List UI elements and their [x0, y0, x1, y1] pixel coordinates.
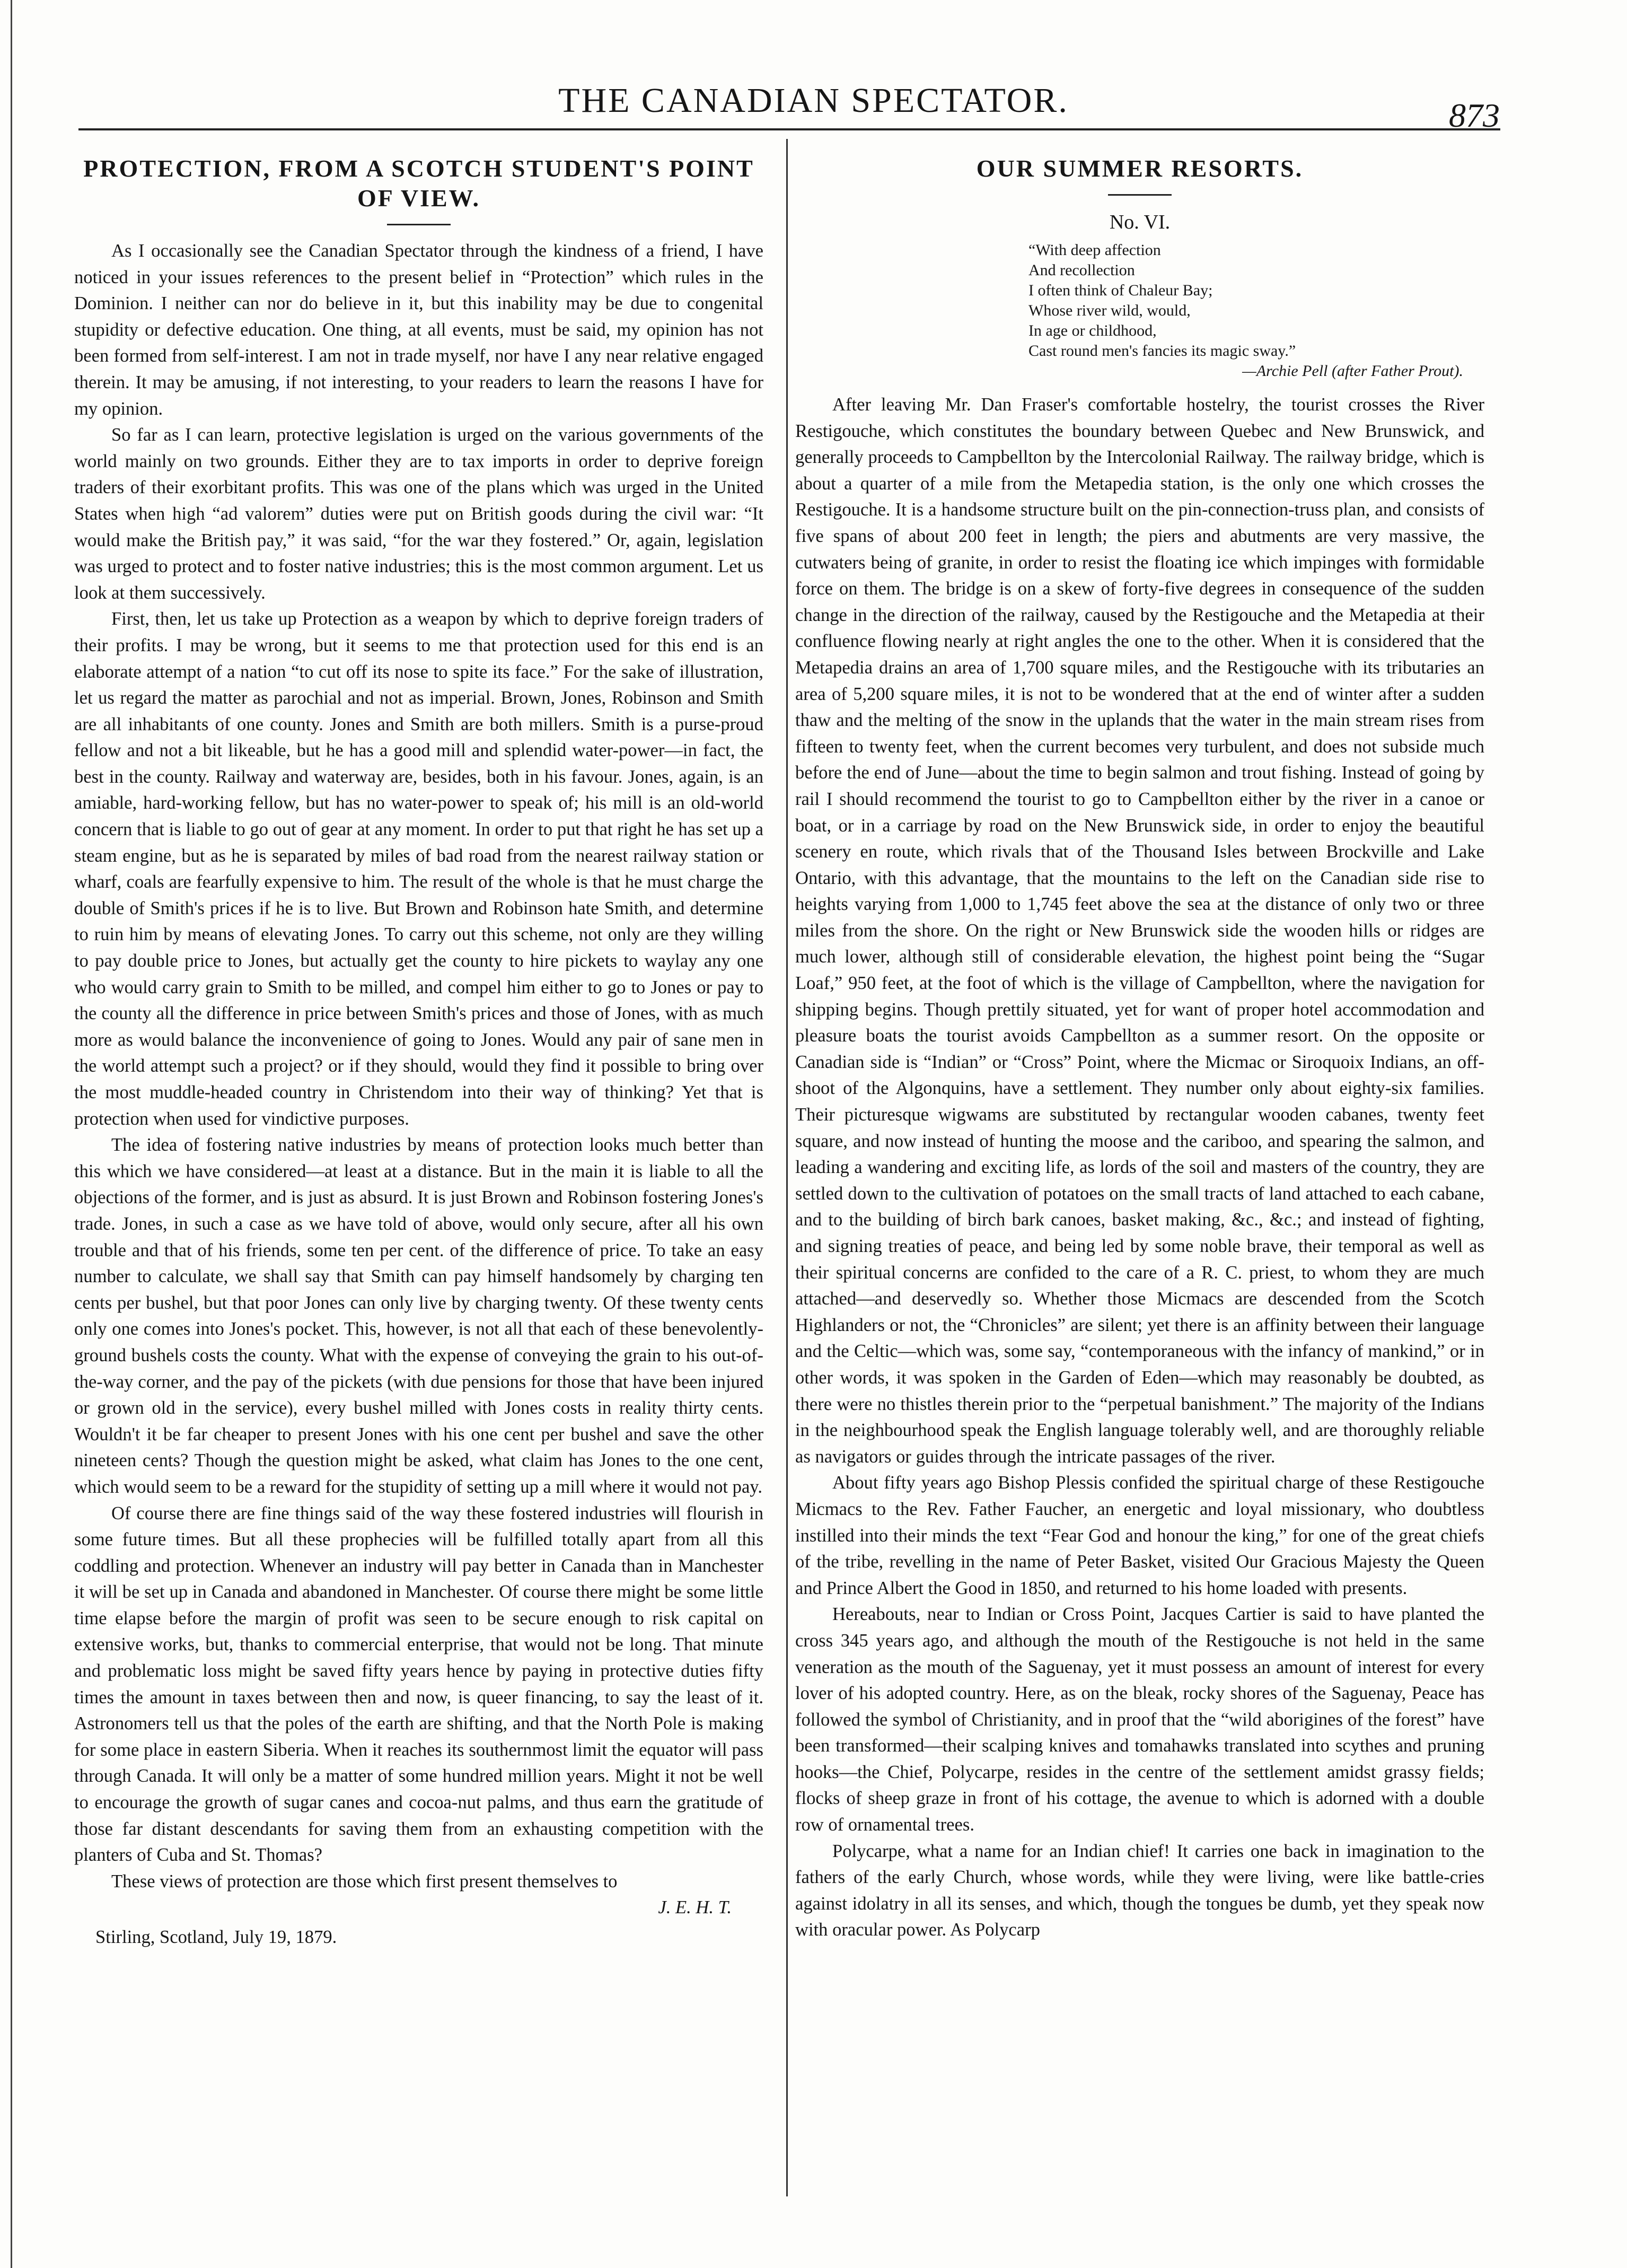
right-title-rule — [1108, 194, 1172, 196]
poem-line: In age or childhood, — [1028, 322, 1157, 339]
right-paragraph: Polycarpe, what a name for an Indian chief! It carries one back in imagination to the fathers of the early Church, whose words, while they were living, were like battle-cries against idolatry in all its senses, and which, though the tongues be dumb, yet they speak now with oracular power. As Polycarp — [795, 1841, 1484, 1940]
page-number: 873 — [1449, 97, 1500, 134]
right-paragraph: About fifty years ago Bishop Plessis confided the spiritual charge of these Restigouche Micmacs to the Rev. Father Faucher, an energetic and loyal missionary, who doubtless instilled into their minds the text “Fear God and honour the king,” for one of the great chiefs of the tribe, revelling in the name of Peter Basket, visited Our Gracious Majesty the Queen and Prince Albert the Good in 1850, and returned to his home loaded with presents. — [795, 1473, 1484, 1598]
poem-line: And recollection — [1028, 261, 1135, 279]
epigraph-poem — [795, 240, 1484, 381]
journal-title: THE CANADIAN SPECTATOR. — [558, 81, 1069, 120]
poem-line: I often think of Chaleur Bay; — [1028, 282, 1213, 299]
poem-line: “With deep affection — [1028, 241, 1161, 259]
right-column-article — [795, 154, 1484, 1943]
place-date: Stirling, Scotland, July 19, 1879. — [95, 1927, 337, 1948]
left-paragraph: First, then, let us take up Protection as a weapon by which to deprive foreign traders of their profits. I may be wrong, but it seems to me that protection used for this end is an elaborate attempt of a nation “to cut off its nose to spite its face.” For the sake of illustration, let us regard the matter as parochial and not as imperial. Brown, Jones, Robinson and Smith are all inhabitants of one county. Jones and Smith are both millers. Smith is a purse-proud fellow and not a bit likeable, but he has a good mill and splendid water-power—in fact, the best in the county. Railway and waterway are, besides, both in his favour. Jones, again, is an amiable, hard-working fellow, but has no water-power to speak of; his mill is an old-world concern that is liable to go out of gear at any moment. In order to put that right he has set up a steam engine, but as he is separated by miles of bad road from the nearest railway station or wharf, coals are fearfully expensive to him. The result of the whole is that he must charge the double of Smith's prices if he is to live. But Brown and Robinson hate Smith, and determine to ruin him by means of elevating Jones. To carry out this scheme, not only are they willing to pay double price to Jones, but actually get the county to hire pickets to waylay any one who would carry grain to Smith to be milled, and compel him either to go to Jones or pay to the county all the difference in price between Smith's prices and those of Jones, with as much more as would balance the inconvenience of going to Jones. Would any pair of sane men in the world attempt such a project? or if they should, would they find it possible to bring over the most muddle-headed country in Christendom into their way of thinking? Yet that is protection when used for vindictive purposes. — [74, 609, 763, 1129]
right-article-title: OUR SUMMER RESORTS. — [976, 155, 1304, 182]
poem-line: Whose river wild, would, — [1028, 302, 1191, 319]
left-paragraph: Of course there are fine things said of the way these fostered industries will flourish in some future times. But all these prophecies will be fulfilled totally apart from all this coddling and protection. Whenever an industry will pay better in Canada than in Manchester it will be set up in Canada and abandoned in Manchester. Of course there might be some little time elapse before the margin of profit was seen to be secure enough to risk capital on extensive works, but, thanks to commercial enterprise, that would not be long. That minute and problematic loss might be saved fifty years hence by paying in protective duties fifty times the amount in taxes between then and now, is queer financing, to say the least of it. Astronomers tell us that the poles of the earth are shifting, and that the North Pole is making for some place in eastern Siberia. When it reaches its southernmost limit the equator will pass through Canada. It will only be a matter of some hundred million years. Might it not be well to encourage the growth of sugar canes and cocoa-nut palms, and thus earn the gratitude of those far distant descendants for saving them from an exhausting competition with the planters of Cuba and St. Thomas? — [74, 1503, 763, 1866]
poem-attribution: —Archie Pell (after Father Prout). — [1242, 362, 1463, 380]
left-paragraph: The idea of fostering native industries by means of protection looks much better than this which we have considered—at least at a distance. But in the main it is liable to all the objections of the former, and is just as absurd. It is just Brown and Robinson fostering Jones's trade. Jones, in such a case as we have told of above, would only secure, after all his own trouble and that of his friends, some ten per cent. of the difference of price. To take an easy number to calculate, we shall say that Smith can pay himself handsomely by charging ten cents per bushel, but that poor Jones can only live by charging twenty. Of these twenty cents only one comes into Jones's pocket. This, however, is not all that each of these benevolently-ground bushels costs the county. What with the expense of conveying the grain to his out-of-the-way corner, and the pay of the pickets (with due pensions for those that have been injured or grown old in the service), every bushel milled with Jones costs in reality thirty cents. Wouldn't it be far cheaper to present Jones with his one cent per bushel and save the other nineteen cents? Though the question might be asked, what claim has Jones to the one cent, which would seem to be a reward for the stupidity of setting up a mill where it would not pay. — [74, 1135, 763, 1497]
article-number: No. VI. — [1109, 211, 1171, 233]
left-paragraph: As I occasionally see the Canadian Spectator through the kindness of a friend, I have noticed in your issues references to the present belief in “Protection” which rules in the Dominion. I neither can nor do believe in it, but this inability may be due to congenital stupidity or defective education. One thing, at all events, must be said, my opinion has not been formed from self-interest. I am not in trade myself, nor have I any near relative engaged therein. It may be amusing, if not interesting, to your readers to learn the reasons I have for my opinion. — [74, 241, 763, 419]
left-paragraph: So far as I can learn, protective legislation is urged on the various governments of the world mainly on two grounds. Either they are to tax imports in order to deprive foreign traders of their exorbitant profits. This was one of the plans which was urged in the United States when high “ad valorem” duties were put on British goods during the civil war: “It would make the British pay,” it was said, “for the war they fostered.” Or, again, legislation was urged to protect and to foster native industries; this is the most common argument. Let us look at them successively. — [74, 425, 763, 603]
poem-line: Cast round men's fancies its magic sway.” — [1028, 342, 1296, 360]
left-article-title: PROTECTION, FROM A SCOTCH STUDENT'S POINT OF VIEW. — [83, 155, 754, 212]
right-paragraph: After leaving Mr. Dan Fraser's comfortable hostelry, the tourist crosses the River Restigouche, which constitutes the boundary between Quebec and New Brunswick, and generally proceeds to Campbellton by the Intercolonial Railway. The railway bridge, which is about a quarter of a mile from the Metapedia station, is the only one which crosses the Restigouche. It is a handsome structure built on the pin-connection-truss plan, and consists of five spans of about 200 feet in length; the piers and abutments are very massive, the cutwaters being of granite, in order to resist the floating ice which impinges with formidable force on them. The bridge is on a skew of forty-five degrees in consequence of the sudden change in the direction of the railway, caused by the Restigouche and the Metapedia at their confluence flowing nearly at right angles the one to the other. When it is considered that the Metapedia drains an area of 1,700 square miles, and the Restigouche with its tributaries an area of 5,200 square miles, it is not to be wondered that at the end of winter after a sudden thaw and the melting of the snow in the uplands that the water in the main stream rises from fifteen to twenty feet, when the current becomes very turbulent, and does not subside much before the end of June—about the time to begin salmon and trout fishing. Instead of going by rail I should recommend the tourist to go to Campbellton either by the river in a canoe or boat, or in a carriage by road on the New Brunswick side, in order to enjoy the beautiful scenery en route, which rivals that of the Thousand Isles between Brockville and Lake Ontario, with this advantage, that the mountains to the left on the Canadian side rise to heights varying from 1,000 to 1,745 feet above the sea at the distance of only two or three miles from the shore. On the right or New Brunswick side the wooden hills or ridges are much lower, although still of considerable elevation, the highest point being the “Sugar Loaf,” 950 feet, at the foot of which is the village of Campbellton, where the navigation for shipping begins. Though prettily situated, yet for want of proper hotel accommodation and pleasure boats the tourist avoids Campbellton as a summer resort. On the opposite or Canadian side is “Indian” or “Cross” Point, where the Micmac or Siroquoix Indians, an off-shoot of the Algonquins, have a settlement. They number only about eighty-six families. Their picturesque wigwams are substituted by rectangular wooden cabanes, twenty feet square, and now instead of hunting the moose and the cariboo, and spearing the salmon, and leading a wandering and exciting life, as lords of the soil and masters of the country, they are settled down to the cultivation of potatoes on the small tracts of land attached to each cabane, and to the building of birch bark canoes, basket making, &c., &c.; and instead of fighting, and signing treaties of peace, and being led by some noble brave, their temporal as well as their spiritual concerns are confided to the care of a R. C. priest, to whom they are much attached—and deservedly so. Whether those Micmacs are descended from the Scotch Highlanders or not, the “Chronicles” are silent; yet there is an affinity between their language and the Celtic—which was, some say, “contemporaneous with the infancy of mankind,” or in other words, it was spoken in the Garden of Eden—which may reasonably be doubted, as there were no thistles therein prior to the “perpetual banishment.” The majority of the Indians in the neighbourhood speak the English language tolerably well, and are thoroughly reliable as navigators or guides through the intricate passages of the river. — [795, 395, 1484, 1467]
closing-line: These views of protection are those which first present themselves to — [111, 1871, 618, 1892]
left-title-rule — [387, 224, 451, 225]
left-column-article — [74, 154, 763, 1951]
page-edge-line — [11, 0, 12, 2268]
author-signature: J. E. H. T. — [658, 1897, 732, 1918]
column-divider — [786, 139, 788, 2196]
right-paragraph: Hereabouts, near to Indian or Cross Point, Jacques Cartier is said to have planted the cross 345 years ago, and although the mouth of the Restigouche is not held in the same veneration as the mouth of the Saguenay, yet it must possess an amount of interest for every lover of his adopted country. Here, as on the bleak, rocky shores of the Saguenay, Peace has followed the symbol of Christianity, and in proof that the “wild aborigines of the forest” have been transformed—their scalping knives and tomahawks translated into scythes and pruning hooks—the Chief, Polycarpe, resides in the centre of the settlement amidst grassy fields; flocks of sheep graze in front of his cottage, the avenue to which is adorned with a double row of ornamental trees. — [795, 1604, 1484, 1835]
header-rule — [78, 128, 1500, 130]
